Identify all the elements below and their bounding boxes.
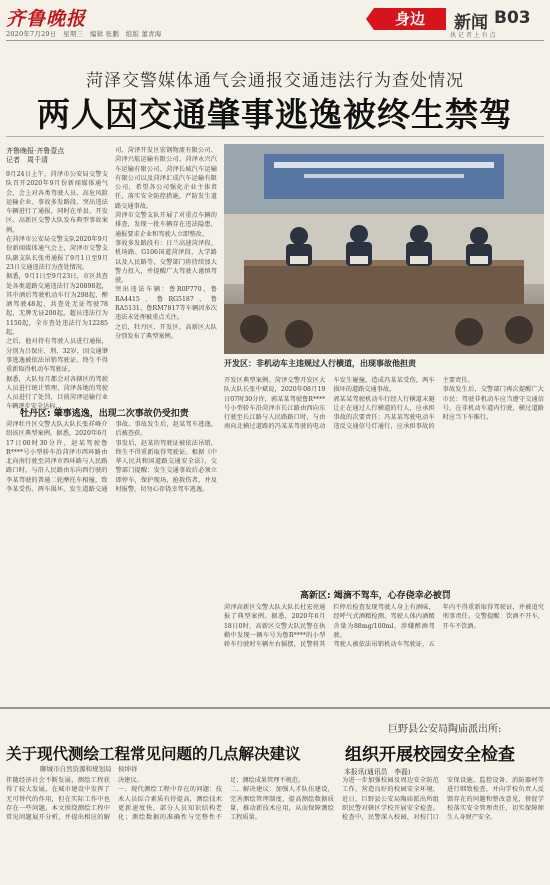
gaoxin-subtitle: 高新区: 竭滴不驾车，心存侥幸必被罚: [300, 591, 451, 601]
kaifa-story-text: 开发区典型案例。菏泽交警开发区大队大队长张中斌说，2020年08月19日07时30分许，郭某某驾驶鲁R****号小型轿车沿菏泽市长江路由西向东行驶至长江路与人民路路口时，与由南向北横过道路的冯某某驾驶的电动车发生碰撞，造成冯某某受伤，两车损坏的道路交通事故。 郭某某驾驶机动车行经人行横道未避让正在通过人行横道的行人，应承担事故的次要责任；冯某某驾驶电动车违反交通信号灯通行，应承担事故的主要责任。 事故发生后，交警部门再次提醒广大市民：驾驶非机动车应当遵守交通信号，在非机动车道内行驶，横过道路时应当下车推行。: [224, 377, 544, 431]
press-conference-photo: [224, 144, 544, 354]
section-divider: [0, 707, 550, 709]
news-label: 新闻: [454, 13, 488, 33]
headline-divider: [6, 136, 544, 137]
engineering-byline: 聊城市自然资源和规划局 侯坤祥: [40, 765, 138, 773]
school-byline: 本报讯(通讯员 李磊): [344, 768, 411, 776]
article-headline: 两人因交通肇事逃逸被终生禁驾: [37, 95, 513, 134]
photo-illustration: [224, 144, 544, 354]
engineering-headline: 关于现代测绘工程常见问题的几点解决建议: [6, 745, 301, 763]
article-byline: 齐鲁晚报·齐鲁壹点 记者 周千清: [6, 147, 65, 164]
school-headline: 组织开展校园安全检查: [345, 745, 515, 765]
gaoxin-story-text: 菏泽高新区交警大队大队长杜宏亮通报了典型案例。据悉，2020年6月18日0时，高新区交警大队民警在执勤中发现一辆车号为鲁R****的小型轿车行驶时车辆左右摇摆，民警将其拦停后检查发现驾驶人身上有酒味，经呼气式酒精检测，驾驶人体内酒精含量为88mg/100ml，涉嫌醉酒驾驶。 驾驶人被依法吊销机动车驾驶证，五年内不得重新取得驾驶证，并被追究刑事责任。交警提醒：饮酒不开车，开车不饮酒。: [224, 604, 544, 649]
mudan-story-text: 菏泽牡丹区交警大队大队长张祥峰介绍该区典型案例。据悉，2020年6月17日00时30分许，赵某驾驶鲁R****号小型轿车沿菏泽市西环路由北向南行驶至菏泽市西环路与人民路路口时，与沿人民路由东向西行驶的李某驾驶的普通二轮摩托车相撞，致李某受伤、两车损坏，发生道路交通事故。事故发生后，赵某驾车逃逸，后被查获。 事发后，赵某的驾驶证被依法吊销，终生不得重新取得驾驶证。根据《中华人民共和国道路交通安全法》，交警部门提醒：发生交通事故后必须立即停车，保护现场，抢救伤者，并及时报警，切勿心存侥幸驾车逃逸。: [6, 421, 217, 494]
photo-caption: 开发区：非机动车主违规过人行横道，出现事故他担责: [224, 359, 416, 368]
engineering-story-text: 伴随经济社会不断发展，测绘工程获得了较大发展，在城市建设中发挥了无可替代的作用，但在实际工作中也存在一些问题，本文围绕测绘工程中常见问题展开分析，并提出相应的解决建议。 一、现代测绘工程中存在的问题：技术人员综合素质有待提高，测绘技术更新速度快，部分人员知识结构老化；测绘数据的准确性与完整性不足；测绘成果管理不规范。 二、解决建议：加强人才队伍建设，完善测绘管理制度，提高测绘数据质量，推动新技术应用，从而保障测绘工程质量。: [6, 777, 334, 822]
page-number: B03: [494, 8, 531, 28]
editor-credits: 执 记 者 上 有 点: [450, 32, 496, 39]
mudan-subtitle: 牡丹区: 肇事逃逸，出现二次事故仍受扣责: [20, 409, 189, 419]
header-divider: [6, 40, 544, 41]
article-column-1: 9月24日上午，菏泽市公安局交警支队召开2020年9月份新闻媒体通气会，会上对各类驾驶人员、高危风险运输企业、事故多发路段、突出违法车辆进行了通报，同时在单县、开发区、高新区交警大队发布典型事故案例。 在菏泽市公安局交警支队2020年9月份新闻媒体通气会上，菏泽市交警支队副支队长张勇通报了9月1日至9月23日交通违法行为查处情况。 据悉，9月1日至9月23日，市区共查处各类道路交通违法行为20898起，其中酒后驾驶机动车行为298起，醉酒驾驶48起，共查处无证驾驶78起，无牌无证200起，超员违法行为1150起，全市查处违法行为12285起。 之后，他对持有驾驶人员进行通报，分别为吕保庄、荆、32岁，因交通肇事逃逸被依法吊销驾驶证、终生不得重新取得机动车驾驶证。 据悉，大队每月都会对各辖区的驾驶人员进行统计管理，菏泽各地的驾驶人员进行了处罚，目前菏泽运输行业车辆逐步安全达标…: [6, 171, 108, 411]
date-line: 2020年7月29日 星期三 编辑 张鹏 组版 董青海: [6, 30, 162, 38]
newspaper-logo: 齐鲁晚报: [6, 8, 87, 30]
school-story-text: 为进一步加强校园及周边安全防范工作，营造良好的校园安全环境，近日，巨野县公安局陶庙派出所组织民警对辖区学校开展安全检查。检查中，民警深入校园，对校门口安保设施、监控设备、消防器材等进行细致检查，并向学校负责人反馈存在的问题和整改意见，督促学校落实安全管理责任，切实保障师生人身财产安全。: [342, 777, 544, 822]
article-column-2: 司、菏泽开发区宏钢物流有限公司、菏泽兴航运输有限公司、菏泽永兴汽车运输有限公司、菏泽长城汽车运输有限公司以及菏泽汇成汽车运输有限公司，希望各公司强化企业主体责任，落实安全防控措施，严防发生道路交通事故。 菏泽市交警支队开展了对重点车辆的排查，发现一批车辆存在违法隐患，通报要求企业和驾驶人立即整改。 事故多发路段有：日兰高速菏泽段、机场路、G106国道菏泽段、大学路以及人民路等，交警部门将持续加大警力投入，并提醒广大驾驶人谨慎驾驶。 突出违法车辆：鲁R0P770、鲁RA4415、鲁RG5187、鲁RA5131、鲁RM7817等车辆因多次违法未处理被重点关注。 之后，牡丹区、开发区、高新区大队分别发布了典型案例。: [115, 147, 217, 340]
school-kicker: 巨野县公安局陶庙派出所:: [388, 724, 502, 735]
section-tag: 身边: [374, 8, 446, 30]
article-subhead: 菏泽交警媒体通气会通报交通违法行为查处情况: [86, 71, 464, 91]
